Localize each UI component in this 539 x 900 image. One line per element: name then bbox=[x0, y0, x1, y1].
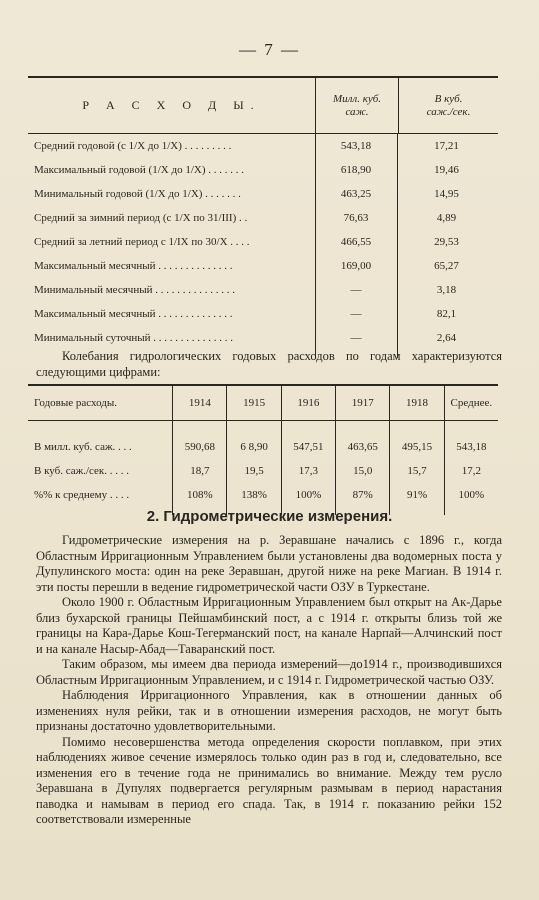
table-header bbox=[28, 78, 498, 134]
paragraph: Таким образом, мы имеем два периода измерений—до1914 г., производившихся Областным Ирригационным Управлением, и с 1914 г. Гидрометрической частью ОЗУ. bbox=[36, 657, 502, 687]
header-col-mill-cub-sazh: Милл. куб. саж. bbox=[315, 78, 398, 133]
table-row: Максимальный месячный . . . . . . . . . . . . . . 169,00 65,27 bbox=[34, 260, 459, 272]
body-text bbox=[36, 533, 502, 828]
section-title: 2. Гидрометрические измерения. bbox=[146, 508, 393, 525]
header-year: 1916 bbox=[281, 386, 335, 420]
table-header bbox=[28, 386, 498, 421]
header-year: 1915 bbox=[226, 386, 280, 420]
column-divider bbox=[397, 134, 398, 358]
table-row: Средний за летний период с 1/IX по 30/X . . . . 466,55 29,53 bbox=[34, 236, 459, 248]
intro-paragraph: Колебания гидрологических годовых расходов по годам характеризуются следующими цифрами: bbox=[36, 349, 502, 379]
table-row: Максимальный годовой (1/X до 1/X) . . . . . . . 618,90 19,46 bbox=[34, 164, 459, 176]
table-row: Минимальный месячный . . . . . . . . . . . . . . . — 3,18 bbox=[34, 284, 457, 296]
table-row: В милл. куб. саж. . . . 590,68 6 8,90 547,51 463,65 495,15 543,18 bbox=[28, 435, 498, 459]
table-row: Минимальный суточный . . . . . . . . . . . . . . . — 2,64 bbox=[34, 332, 457, 344]
yearly-discharge-table bbox=[28, 384, 498, 515]
header-average: Среднее. bbox=[444, 386, 498, 420]
table-row: Максимальный месячный . . . . . . . . . . . . . . — 82,1 bbox=[34, 308, 457, 320]
table-body bbox=[28, 134, 498, 358]
table-body bbox=[28, 421, 498, 515]
paragraph: Помимо несовершенства метода определения скорости поплавком, при этих наблюдениях живое сечение измерялось только один раз в год и, следовательно, все изменения его в течение года не принимались во внимание. Между тем русло Зеравшана в Дупулях подвергается регулярным размывам в период нарастания паводка и намывам в период его спада. Так, в 1914 г. показанию рейки 152 соответствовали измеренные bbox=[36, 734, 502, 826]
header-year: 1917 bbox=[335, 386, 389, 420]
header-year: 1914 bbox=[172, 386, 226, 420]
paragraph: Гидрометрические измерения на р. Зеравшане начались с 1896 г., когда Областным Ирригационным Управлением были установлены два водомерных поста у Дупулинского моста: один на реке Зеравшан, другой ниже на реке Магиан. В 1914 г. эти посты перешли в ведение гидрометрической части ОЗУ в Туркестане. bbox=[36, 533, 502, 594]
table-row: %% к среднему . . . . 108% 138% 100% 87% 91% 100% bbox=[28, 483, 498, 507]
header-year: 1918 bbox=[389, 386, 443, 420]
table-row: Минимальный годовой (1/X до 1/X) . . . . . . . 463,25 14,95 bbox=[34, 188, 459, 200]
paragraph: Наблюдения Ирригационного Управления, как в отношении данных об изменениях нуля рейки, так и в отношении измерения расходов, не могут быть признаны достаточно удовлетворительными. bbox=[36, 688, 502, 733]
page-number: — 7 — bbox=[239, 40, 300, 59]
discharge-table bbox=[28, 76, 498, 358]
header-label-discharges: Р А С Х О Д Ы. bbox=[82, 98, 261, 112]
table-row: Средний годовой (с 1/X до 1/X) . . . . . . . . . 543,18 17,21 bbox=[34, 140, 459, 152]
header-label-yearly: Годовые расходы. bbox=[34, 397, 118, 409]
header-col-cub-sazh-sec: В куб. саж./сек. bbox=[398, 78, 498, 133]
paragraph: Около 1900 г. Областным Ирригационным Управлением был открыт на Ак-Дарье близ бухарской границы Пейшамбинский пост, а с 1914 г. открыты близь той же границы на Кара-Дарье Кош-Тегерманский пост, на канале Нарпай—Алчинский пост и на канале Насыр-Абад—Таваранский пост. bbox=[36, 595, 502, 656]
column-divider bbox=[315, 134, 316, 358]
table-row: Средний за зимний период (с 1/X по 31/III) . . 76,63 4,89 bbox=[34, 212, 457, 224]
table-row: В куб. саж./сек. . . . . 18,7 19,5 17,3 15,0 15,7 17,2 bbox=[28, 459, 498, 483]
